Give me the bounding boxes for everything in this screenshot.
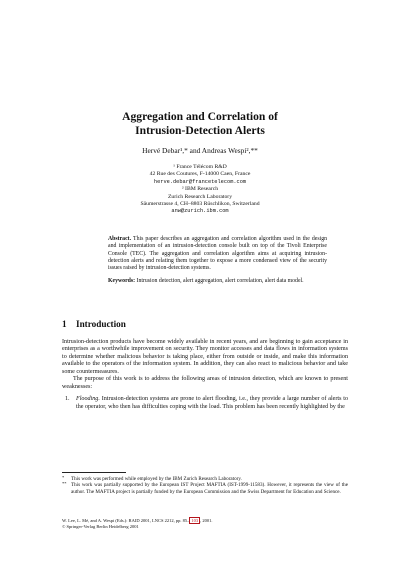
keywords-text: Intrusion detection, alert aggregation, alert correlation, alert data model. (136, 278, 304, 285)
affiliations (0, 164, 400, 216)
affiliation-1-address: 42 Rue des Coutures, F-14000 Caen, France (149, 171, 251, 178)
footnote-2-mark: ** (62, 481, 67, 487)
affiliation-2-name: ² IBM Research (181, 186, 219, 193)
title-line-1: Aggregation and Correlation of (122, 110, 278, 123)
affiliation-2-lab: Zurich Research Laboratory (167, 193, 233, 200)
list-item-label: Flooding. (76, 396, 100, 403)
footnote-2 (62, 482, 348, 495)
abstract-text: This paper describes an aggregation and correlation algorithm used in the design and implementation of an intrusion-detection console built on top of the Tivoli Enterprise Console (TEC). The aggregation and correlation algorithm aims at acquiring intrusion-detection alerts and relating them together to expose a more condensed view of the security issues raised by intrusion-detection systems. (108, 236, 327, 272)
abstract-block (108, 236, 327, 286)
section-heading (62, 319, 352, 330)
body-paragraph-2: The purpose of this work is to address the following areas of intrusion detection, which are known to present weaknesses: (62, 376, 348, 390)
list-item-marker: 1. (65, 396, 70, 403)
imprint-copyright: © Springer-Verlag Berlin Heidelberg 2001 (62, 524, 139, 529)
title-line-2: Intrusion-Detection Alerts (135, 124, 265, 137)
publication-imprint (62, 518, 348, 530)
paper-title (0, 110, 400, 138)
footnote-rule (62, 472, 126, 473)
footnotes (62, 472, 348, 495)
list-item (62, 396, 348, 411)
keywords-paragraph (108, 278, 327, 285)
weakness-list (62, 396, 348, 411)
list-item-text: Intrusion-detection systems are prone to alert flooding, i.e., they provide a large number of alerts to the operator, who then has difficulties coping with the load. This problem has been recently highlighted by the (76, 396, 348, 410)
abstract-paragraph (108, 236, 327, 272)
author-list: Hervé Debar¹,* and Andreas Wespi²,** (142, 146, 258, 155)
affiliation-1-name: ¹ France Télécom R&D (173, 164, 227, 170)
imprint-citation-text: W. Lee, L. Mé, and A. Wespi (Eds.): RAID 2001, LNCS 2212, pp. 85– (62, 518, 190, 523)
footnote-1-text: This work was performed while employed by the IBM Zurich Research Laboratory. (71, 476, 242, 482)
section-title: Introduction (76, 319, 126, 329)
body-paragraph-1: Intrusion-detection products have become widely available in recent years, and are beginning to gain acceptance in enterprises as a worthwhile improvement on security. They monitor accesses and data flows in information systems to determine whether malicious behavior is taking place, either from outside or inside, and make this information available to the operators of the information system. In addition, they can also react to malicious behavior and take some countermeasures. (62, 339, 348, 375)
affiliation-2-address: Säumerstrasse 4, CH–8803 Rüschlikon, Switzerland (140, 201, 260, 208)
imprint-year: , 2001. (200, 518, 213, 523)
section-number: 1 (62, 319, 67, 329)
footnote-2-text: This work was partially supported by the European IST Project MAFTIA (IST-1999-11583). However, it represents the view of the author. The MAFTIA project is partially funded by the European Commission and the Swiss Department for Education and Science. (71, 482, 348, 495)
body-text (62, 339, 348, 411)
keywords-label: Keywords: (108, 278, 136, 285)
page-range-link[interactable]: 103 (191, 518, 199, 523)
footnote-1-mark: * (62, 475, 65, 480)
abstract-label: Abstract. (108, 236, 132, 242)
affiliation-2-email[interactable]: anw@zurich.ibm.com (171, 208, 229, 215)
affiliation-1-email[interactable]: herve.debar@francetelecom.com (153, 178, 247, 185)
